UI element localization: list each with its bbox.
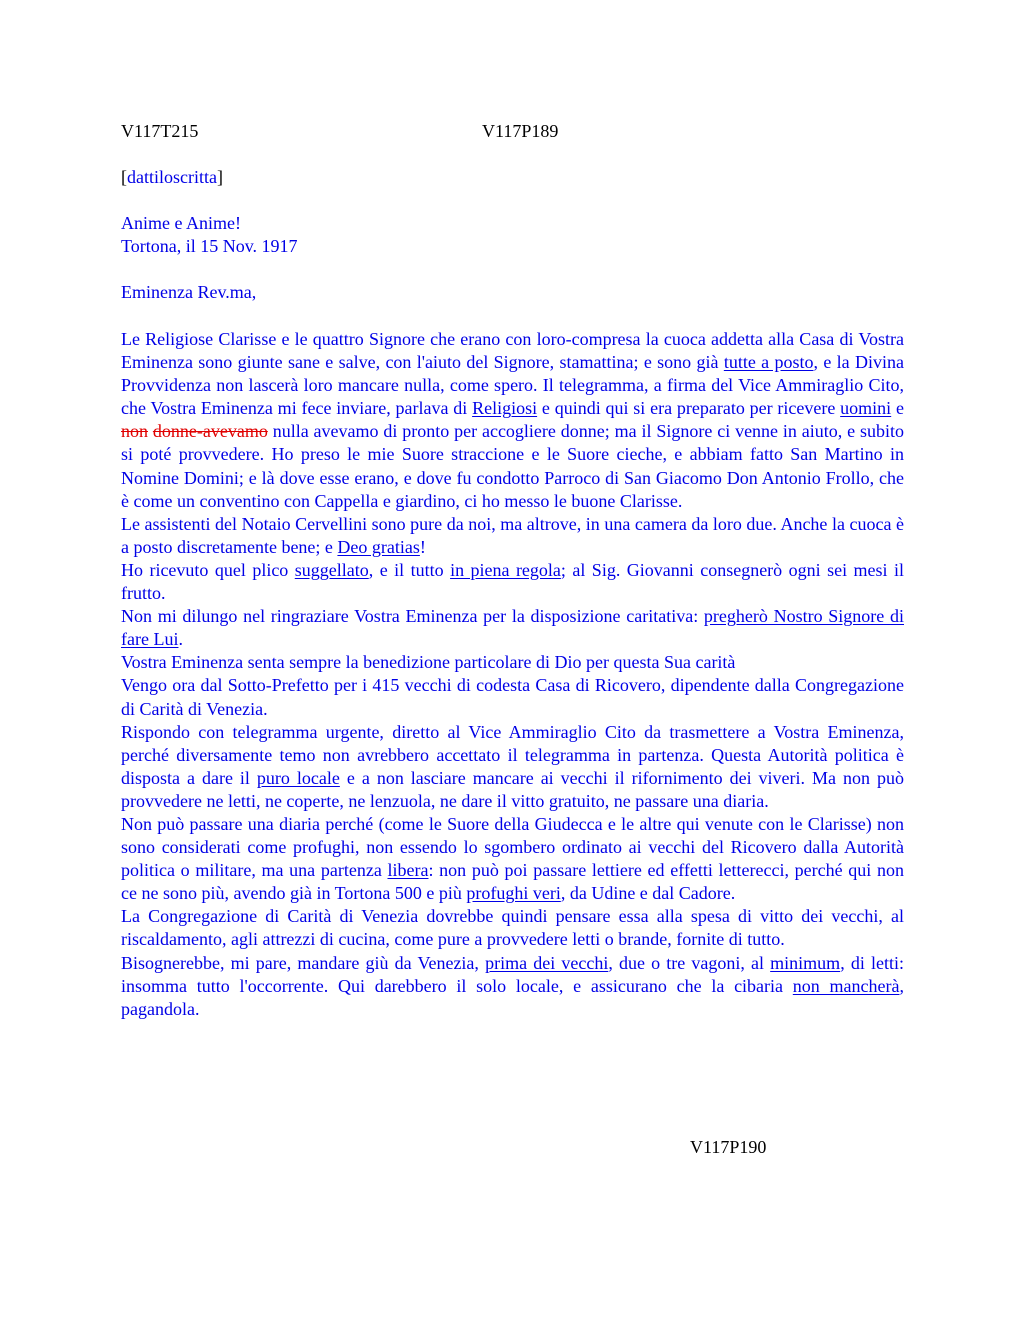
paragraph-text: .: [178, 629, 183, 650]
underlined-text: tutte a posto: [723, 352, 814, 373]
paragraph-text: , due o tre vagoni, al: [608, 952, 771, 973]
paragraph-text: , e la Divina Provvidenza non lascerà loro mancare nulla, come spero. Il telegramma, a firma del Vice Ammiraglio Cito, che Vostra Eminenza mi fece inviare, parlava di: [121, 352, 904, 419]
letter-paragraph: [121, 721, 904, 813]
paragraph-text: Ho ricevuto quel plico: [121, 559, 295, 580]
paragraph-text: e quindi qui si era preparato per ricevere: [537, 398, 841, 419]
paragraph-text: Vostra Eminenza senta sempre la benedizione particolare di Dio per questa Sua carità: [121, 652, 736, 673]
underlined-text: libera: [387, 860, 429, 881]
page-code-bottom: V117P190: [690, 1137, 767, 1157]
letter-paragraph: [121, 605, 904, 651]
letter-paragraph: [121, 651, 904, 674]
paragraph-text: e: [891, 398, 904, 419]
note-open-bracket: [: [121, 167, 127, 187]
paragraph-text: , pagandola.: [121, 975, 905, 1019]
letter-motto: Anime e Anime!: [121, 213, 241, 233]
letter-paragraph: [121, 674, 904, 720]
letter-place-date: Tortona, il 15 Nov. 1917: [121, 236, 298, 256]
underlined-text: in piena regola: [450, 559, 561, 580]
paragraph-text: Le assistenti del Notaio Cervellini sono pure da noi, ma altrove, in una camera da loro due. Anche la cuoca è a posto discretamente bene; e: [121, 513, 904, 557]
note-close-bracket: ]: [216, 167, 223, 187]
underlined-text: non mancherà: [792, 975, 900, 996]
paragraph-text: Vengo ora dal Sotto-Prefetto per i 415 vecchi di codesta Casa di Ricovero, dipendente dalla Congregazione di Carità di Venezia.: [121, 675, 904, 719]
paragraph-text: La Congregazione di Carità di Venezia dovrebbe quindi pensare essa alla spesa di vitto dei vecchi, al riscaldamento, agli attrezzi di cucina, come pure a provvedere letti o brande, fornite di tutto.: [121, 906, 904, 950]
struck-text: non: [121, 421, 148, 442]
letter-paragraph: [121, 513, 904, 559]
letter-paragraph: [121, 813, 904, 905]
letter-body: [121, 328, 904, 1021]
paragraph-text: e a non lasciare mancare ai vecchi il rifornimento dei viveri. Ma non può provvedere ne letti, ne coperte, ne lenzuola, ne dare il vitto gratuito, ne passare una diaria.: [121, 767, 904, 811]
letter-paragraph: [121, 952, 904, 1021]
letter-paragraph: [121, 905, 904, 951]
paragraph-text: Non mi dilungo nel ringraziare Vostra Eminenza per la disposizione caritativa:: [121, 606, 704, 627]
paragraph-text: , e il tutto: [368, 559, 451, 580]
letter-salutation: Eminenza Rev.ma,: [121, 282, 257, 302]
underlined-text: pregherò Nostro Signore di fare Lui: [121, 606, 904, 650]
underlined-text: puro locale: [256, 767, 340, 788]
underlined-text: Deo gratias: [337, 536, 420, 557]
letter-paragraph: [121, 328, 904, 513]
underlined-text: prima dei vecchi: [485, 952, 609, 973]
paragraph-text: Bisognerebbe, mi pare, mandare giù da Venezia,: [121, 952, 486, 973]
paragraph-text: nulla avevamo di pronto per accogliere donne; ma il Signore ci venne in aiuto, e subito si poté provvedere. Ho preso le mie Suore straccione e le Suore cieche, e abbiam fatto San Martino in Nomine Domini; e là dove esse erano, e dove fu condotto Parroco di San Giacomo Don Antonio Frollo, che è come un conventino con Cappella e giardino, ci ho messo le buone Clarisse.: [121, 421, 904, 511]
paragraph-text: , da Udine e dal Cadore.: [560, 883, 736, 904]
underlined-text: minimum: [770, 952, 841, 973]
document-code: V117T215: [121, 121, 199, 141]
typescript-note: [121, 166, 223, 189]
underlined-text: Religiosi: [472, 398, 538, 419]
underlined-text: suggellato: [294, 559, 369, 580]
paragraph-text: !: [419, 536, 426, 557]
paragraph-text: Rispondo con telegramma urgente, diretto al Vice Ammiraglio Cito da trasmettere a Vostra Eminenza, perché diversamente temo non avrebbero accettato il telegramma in partenza. Questa Autorità politica è disposta a dare il: [121, 721, 904, 788]
paragraph-text: Non può passare una diaria perché (come le Suore della Giudecca e le altre qui venute con le Clarisse) non sono considerati come profughi, non essendo lo sgombero ordinato ai vecchi del Ricovero dalla Autorità politica o militare, ma una partenza: [121, 813, 904, 881]
struck-text: donne-avevamo: [152, 421, 268, 442]
paragraph-text: ; al Sig. Giovanni consegnerò ogni sei mesi il frutto.: [121, 559, 904, 604]
letter-paragraph: [121, 559, 904, 605]
paragraph-text: , di letti: insomma tutto l'occorrente. Qui darebbero il solo locale, e assicurano che la cibaria: [121, 952, 904, 996]
paragraph-text: Le Religiose Clarisse e le quattro Signore che erano con loro-compresa la cuoca addetta alla Casa di Vostra Eminenza sono giunte sane e salve, con l'aiuto del Signore, stamattina; e sono già: [121, 329, 904, 373]
note-label: dattiloscritta: [127, 167, 217, 187]
underlined-text: uomini: [840, 398, 892, 419]
underlined-text: profughi veri: [466, 883, 561, 904]
paragraph-text: : non può poi passare lettiere ed effetti letterecci, perché qui non ce ne sono più, avendo già in Tortona 500 e più: [121, 860, 904, 904]
page-code-top: V117P189: [482, 121, 559, 141]
